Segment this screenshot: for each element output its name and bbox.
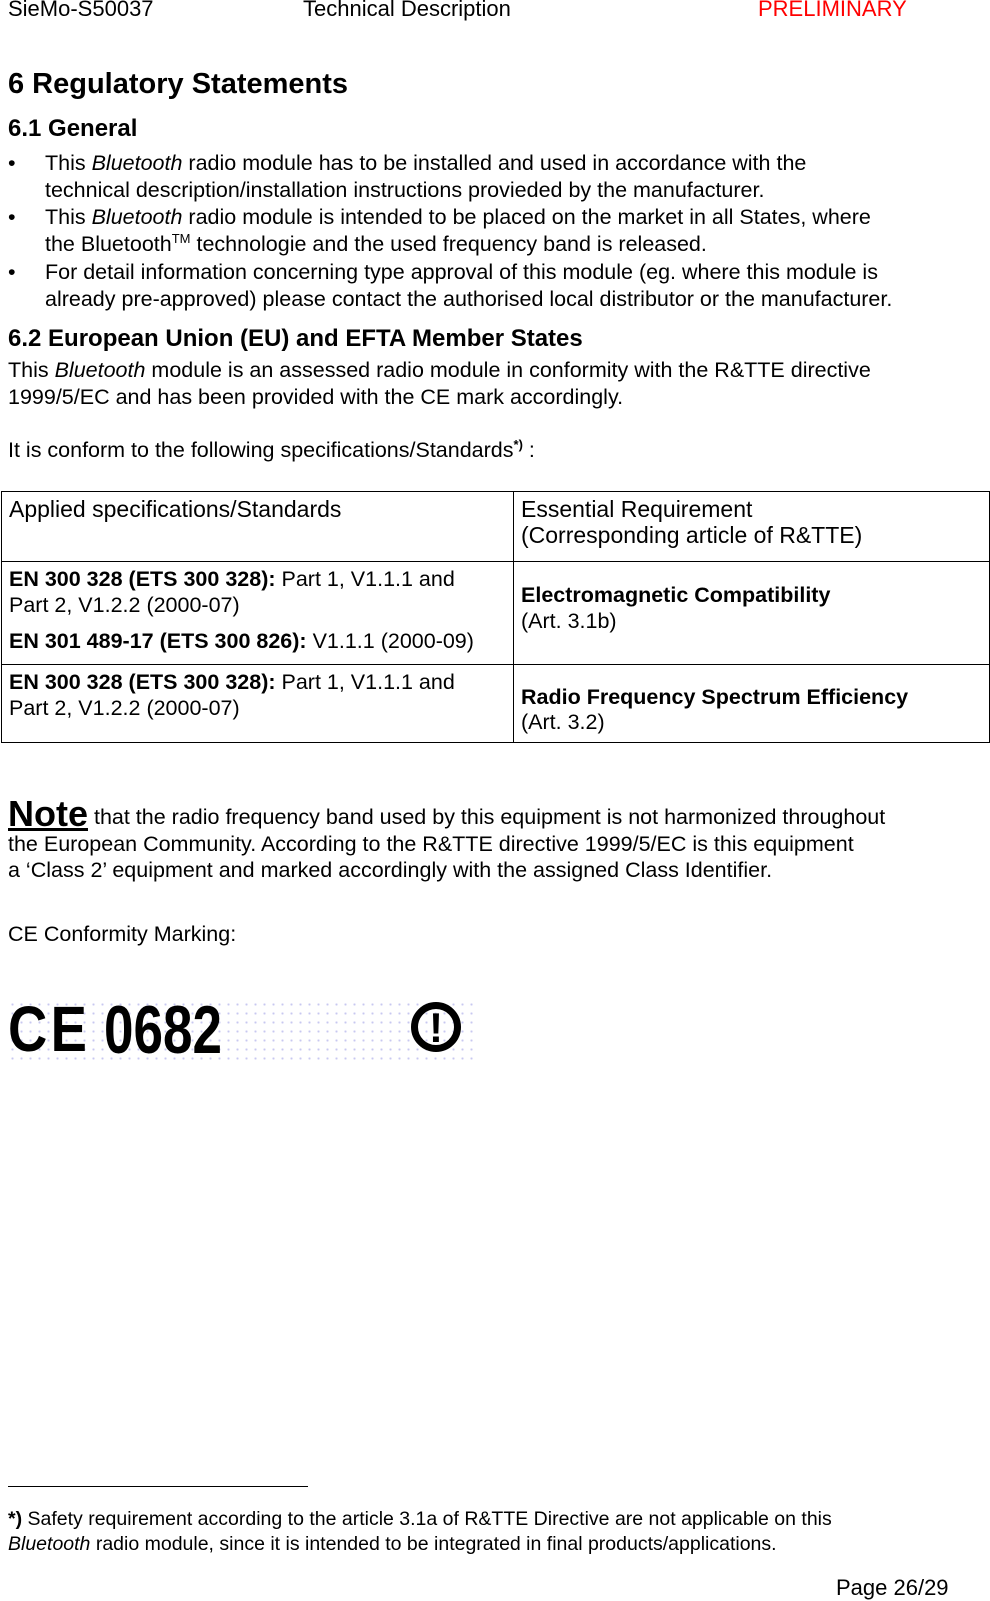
subsection-general-title: 6.1 General (8, 115, 138, 142)
bullet-icon: • (8, 260, 16, 284)
page-number: Page 26/29 (836, 1575, 949, 1600)
header-cell: Essential Requirement (Corresponding article of R&TTE) (514, 492, 990, 562)
header-cell: Applied specifications/Standards (2, 492, 514, 562)
requirement-cell: Radio Frequency Spectrum Efficiency (Art. 3.2) (514, 665, 990, 743)
list-item: This Bluetooth radio module has to be installed and used in accordance with the technical description/installation instructions provieded by the manufacturer. (45, 151, 807, 202)
header-title: Technical Description (303, 0, 511, 21)
footnote: *) Safety requirement according to the article 3.1a of R&TTE Directive are not applicable on this Bluetooth radio module, since it is intended to be integrated in final products/applications. (8, 1508, 832, 1555)
eu-paragraph: This Bluetooth module is an assessed radio module in conformity with the R&TTE directive 1999/5/EC and has been provided with the CE mark accordingly. (8, 358, 871, 409)
spec-cell: EN 300 328 (ETS 300 328): Part 1, V1.1.1 and Part 2, V1.2.2 (2000-07) (2, 665, 514, 743)
note-paragraph: Note that the radio frequency band used by this equipment is not harmonized throughout the European Community. According to the R&TTE directive 1999/5/EC is this equipment a ‘Class 2’ equipment and marked accordingly with the assigned Class Identifier. (8, 793, 886, 882)
bullet-icon: • (8, 205, 16, 229)
list-item: For detail information concerning type approval of this module (eg. where this module is already pre-approved) please contact the authorised local distributor or the manufacturer. (45, 260, 893, 311)
subsection-eu-title: 6.2 European Union (EU) and EFTA Member States (8, 325, 583, 352)
requirement-cell: Electromagnetic Compatibility (Art. 3.1b) (514, 562, 990, 665)
notified-body-number: 0682 (104, 992, 222, 1068)
ce-marking-image (8, 992, 477, 1068)
list-item: This Bluetooth radio module is intended to be placed on the market in all States, where the Bluetooth™ technologie and the used frequency band is released. (45, 205, 871, 256)
status-label: PRELIMINARY (758, 0, 907, 21)
conform-statement: It is conform to the following specifications/Standards*) : (8, 436, 535, 462)
ce-label: CE Conformity Marking: (8, 922, 237, 946)
table-row (2, 562, 990, 665)
footnote-divider (8, 1486, 308, 1487)
bullet-icon: • (8, 151, 16, 175)
section-title: 6 Regulatory Statements (8, 68, 349, 100)
table-header-row (2, 492, 990, 562)
table-row (2, 665, 990, 743)
doc-id: SieMo-S50037 (8, 0, 154, 21)
standards-table (1, 491, 990, 743)
spec-cell: EN 300 328 (ETS 300 328): Part 1, V1.1.1 and Part 2, V1.2.2 (2000-07) EN 301 489-17 (ETS 300 826): V1.1.1 (2000-09) (2, 562, 514, 665)
class-identifier-icon: ! (411, 1002, 461, 1052)
ce-logo: CE (8, 993, 91, 1065)
